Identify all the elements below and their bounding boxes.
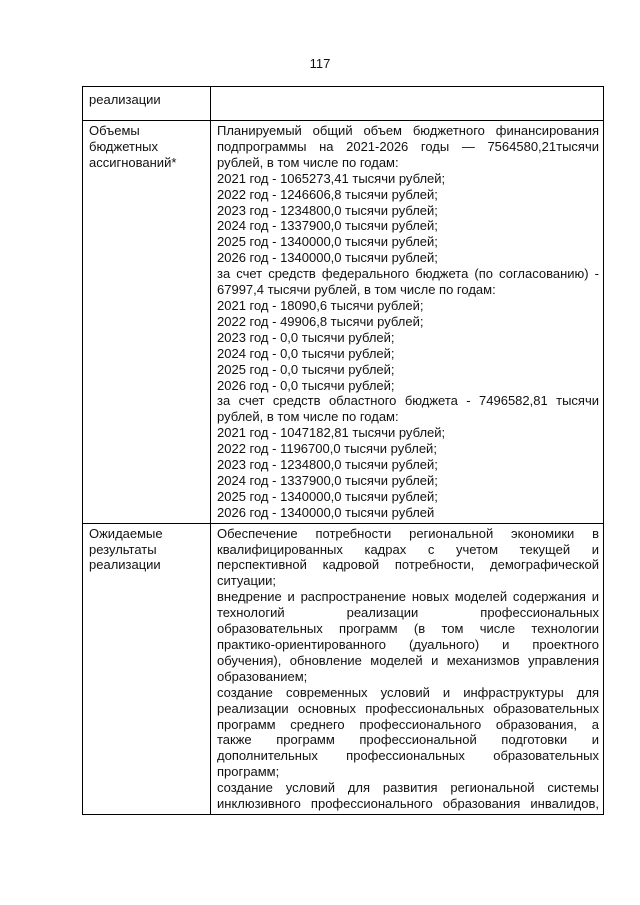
row-content-results [211, 523, 604, 814]
content-line: рублей, в том числе по годам: [217, 409, 399, 425]
content-line: 2026 год - 0,0 тысячи рублей; [217, 377, 395, 393]
content-line: Обеспечение потребности региональной экономики в [217, 525, 599, 541]
content-line: 2021 год - 1065273,41 тысячи рублей; [217, 170, 446, 186]
content-line: программ среднего профессионального образования, а [217, 716, 599, 732]
table-row [83, 87, 604, 121]
content-line: создание современных условий и инфраструктуры для [217, 684, 599, 700]
content-line: 2024 год - 1337900,0 тысячи рублей; [217, 472, 438, 488]
row-content-budget [211, 121, 604, 524]
content-line: образованием; [217, 668, 308, 684]
content-line: 2023 год - 0,0 тысячи рублей; [217, 329, 395, 345]
label-line: бюджетных [89, 138, 158, 154]
document-table [82, 86, 604, 815]
content-line: рублей, в том числе по годам: [217, 154, 399, 170]
table-row-results [83, 523, 604, 814]
content-line: 2026 год - 1340000,0 тысячи рублей [217, 504, 435, 520]
content-line: 2025 год - 0,0 тысячи рублей; [217, 361, 395, 377]
content-line: образовательных программ (в том числе технологии [217, 621, 599, 637]
content-line: 2025 год - 1340000,0 тысячи рублей; [217, 488, 438, 504]
label-line: ассигнований* [89, 154, 177, 170]
content-line: 2025 год - 1340000,0 тысячи рублей; [217, 234, 438, 250]
content-line: 2024 год - 1337900,0 тысячи рублей; [217, 218, 438, 234]
content-line: Планируемый общий объем бюджетного финансирования [217, 123, 599, 138]
content-line: реализации основных профессиональных образовательных [217, 700, 599, 716]
label-line: результаты [89, 541, 157, 557]
row-label-budget [83, 121, 211, 524]
row-content [211, 87, 604, 121]
label-line: Ожидаемые [89, 525, 163, 541]
content-line: 67997,4 тысячи рублей, в том числе по годам: [217, 282, 496, 298]
content-line: за счет средств областного бюджета - 7496582,81 тысячи [217, 393, 599, 409]
content-line: 2023 год - 1234800,0 тысячи рублей; [217, 457, 438, 473]
content-line: 2026 год - 1340000,0 тысячи рублей; [217, 250, 438, 266]
content-line: за счет средств федерального бюджета (по согласованию) - [217, 266, 599, 282]
label-line: реализации [89, 557, 161, 573]
table-row-budget [83, 121, 604, 524]
content-line: обучения), обновление моделей и механизмов управления [217, 652, 599, 668]
row-label-results [83, 523, 211, 814]
content-line: 2022 год - 1246606,8 тысячи рублей; [217, 186, 438, 202]
content-line: ситуации; [217, 573, 277, 589]
content-line: инклюзивного профессионального образования инвалидов, [217, 796, 599, 812]
content-line: программ; [217, 764, 280, 780]
content-line: 2024 год - 0,0 тысячи рублей; [217, 345, 395, 361]
content-line: 2022 год - 49906,8 тысячи рублей; [217, 313, 424, 329]
content-line: практико-ориентированного (дуального) и проектного [217, 637, 599, 652]
content-line: дополнительных профессиональных образовательных [217, 748, 599, 764]
content-line: создание условий для развития региональной системы [217, 780, 599, 796]
content-line: внедрение и распространение новых моделей содержания и [217, 589, 599, 605]
content-line: 2021 год - 18090,6 тысячи рублей; [217, 297, 424, 313]
page-number: 117 [309, 56, 331, 71]
content-line: перспективной кадровой потребности, демографической [217, 557, 599, 573]
row-label: реализации [83, 87, 211, 121]
content-line: также программ профессиональной подготовки и [217, 732, 599, 748]
content-line: подпрограммы на 2021-2026 годы — 7564580,21тысячи [217, 138, 599, 154]
content-line: технологий реализации профессиональных [217, 605, 599, 621]
label-line: Объемы [89, 123, 140, 138]
content-line: квалифицированных кадрах с учетом текущей и [217, 541, 599, 557]
content-line: 2021 год - 1047182,81 тысячи рублей; [217, 425, 446, 441]
content-line: 2023 год - 1234800,0 тысячи рублей; [217, 202, 438, 218]
content-line: 2022 год - 1196700,0 тысячи рублей; [217, 441, 437, 457]
